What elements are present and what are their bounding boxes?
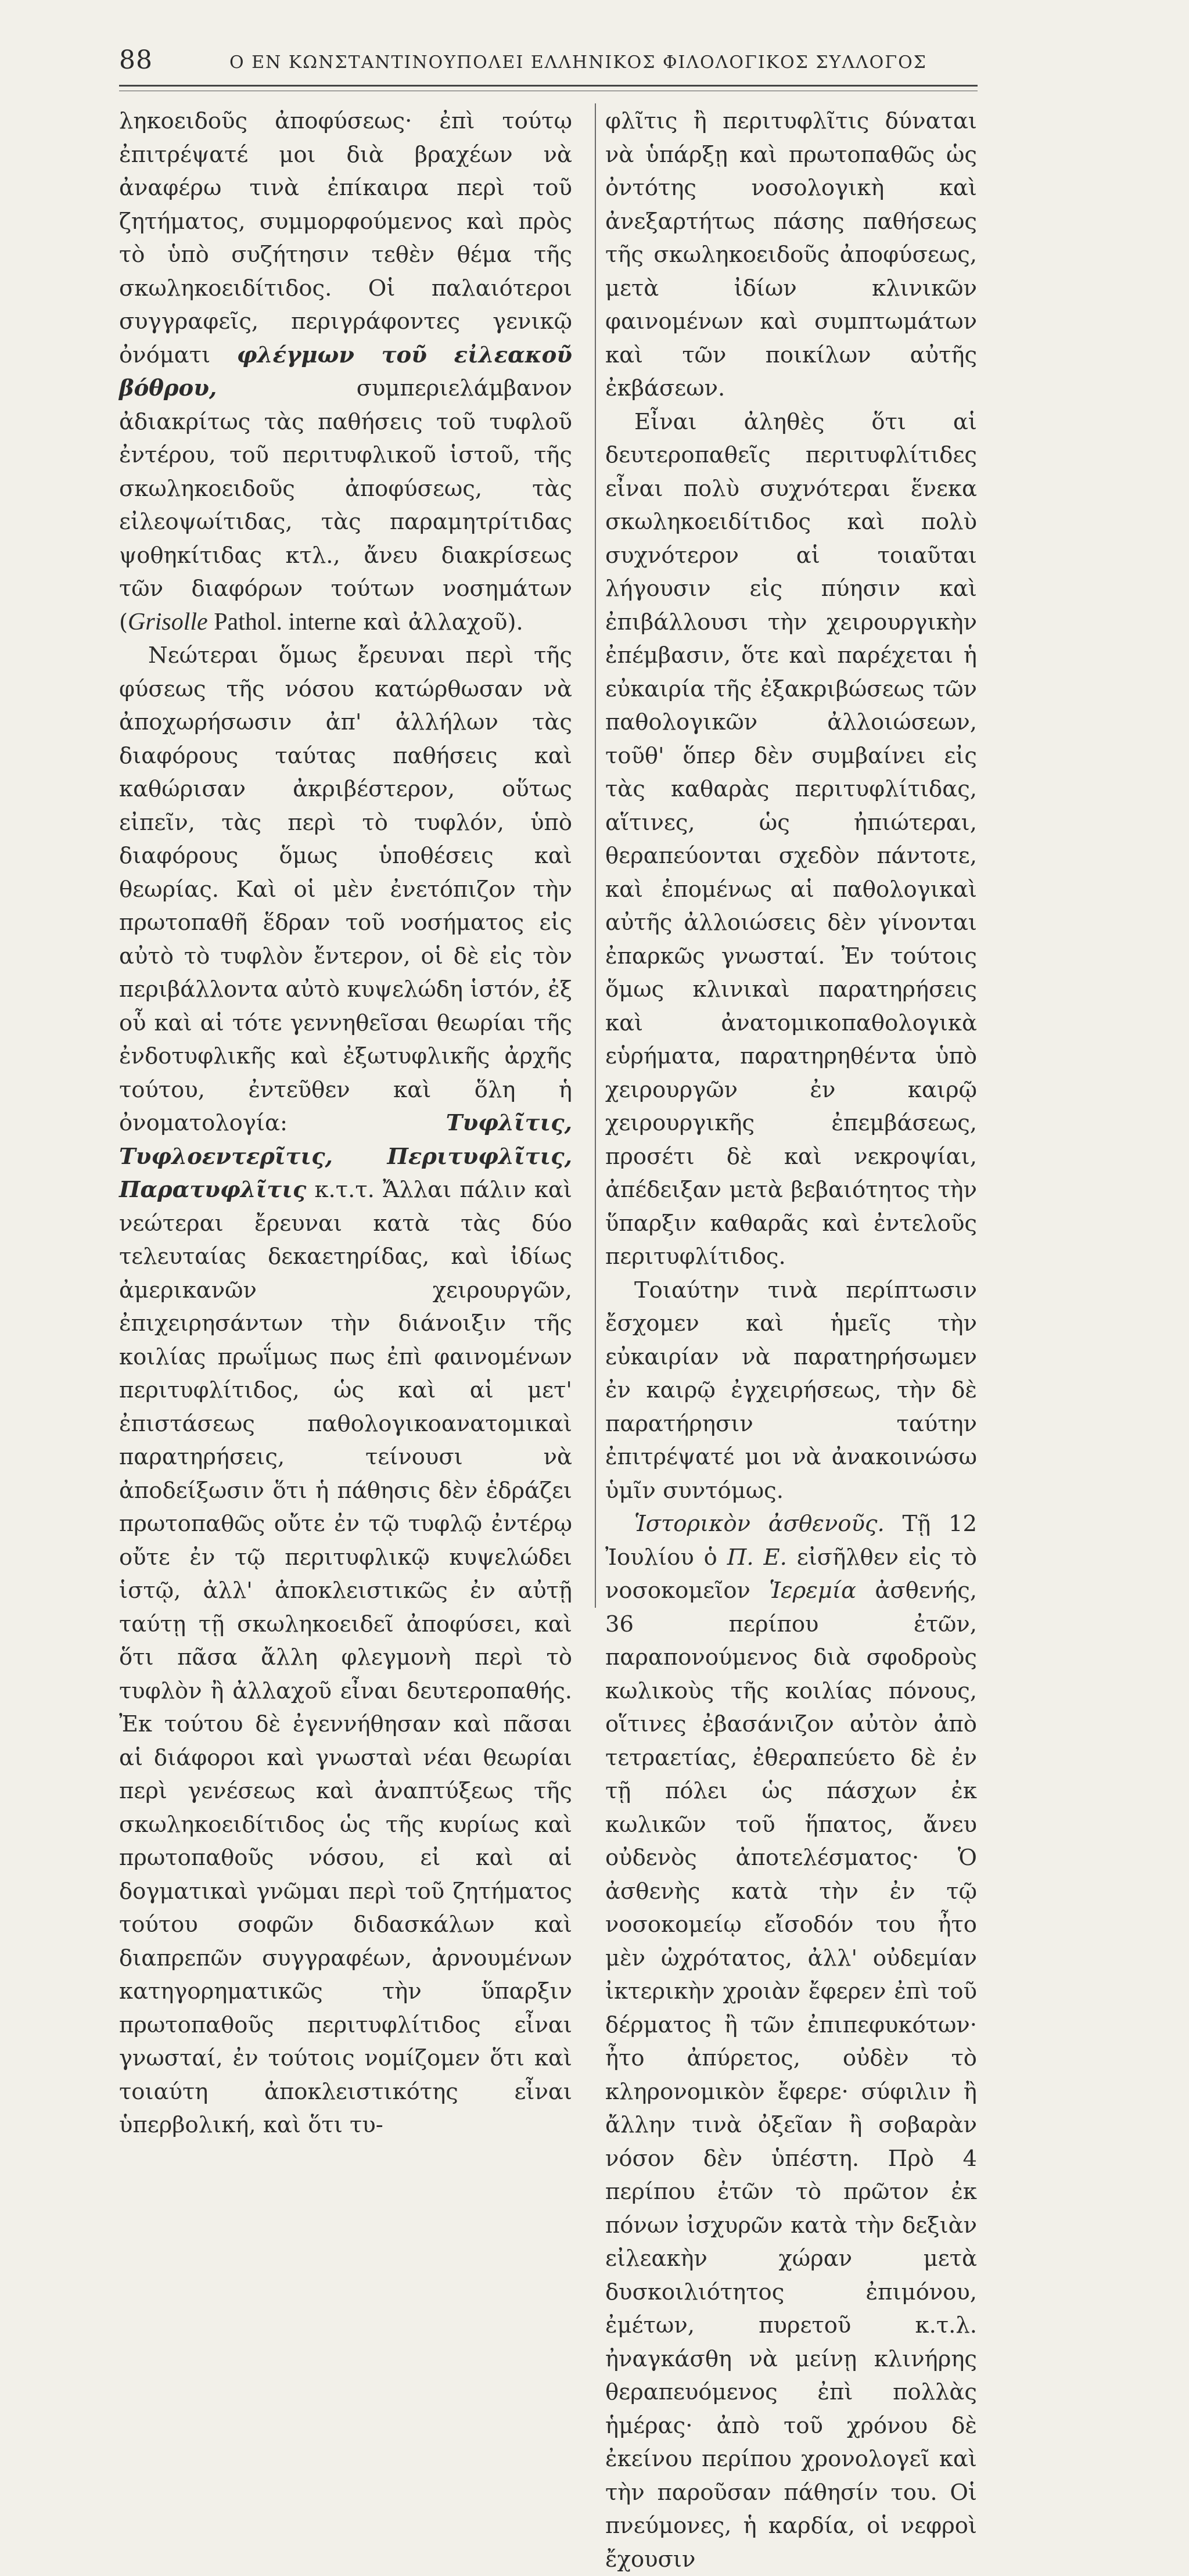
right-paragraph-3: Τοιαύτην τινὰ περίπτωσιν ἔσχομεν καὶ ἡμεῖς τὴν εὐκαιρίαν νὰ παρατηρήσωμεν ἐν καιρῷ ἐγχειρήσεως, τὴν δὲ παρατήρησιν ταύτην ἐπιτρέψατέ μοι νὰ ἀνακοινώσω ὑμῖν συντόμως. (605, 1277, 977, 1504)
patient-initials: Π. Ε. (727, 1544, 787, 1571)
text-run: κ.τ.τ. Ἄλλαι πάλιν καὶ νεώτεραι ἔρευναι κατὰ τὰς δύο τελευταίας δεκαετηρίδας, καὶ ἰδίως ἀμερικανῶν χειρουργῶν, ἐπιχειρησάντων τὴν διάνοιξιν τῆς κοιλίας πρωΐμως πως ἐπὶ φαινομένων περιτυφλίτιδος, ὡς καὶ αἱ μετ' ἐπιστάσεως παθολογικοανατομικαὶ παρατηρήσεις, τείνουσι νὰ ἀποδείξωσιν ὅτι ἡ πάθησις δὲν ἑδράζει πρωτοπαθῶς οὔτε ἐν τῷ τυφλῷ ἐντέρῳ οὔτε ἐν τῷ περιτυφλικῷ κυψελώδει ἱστῷ, ἀλλ' ἀποκλειστικῶς ἐν αὐτῇ ταύτῃ τῇ σκωληκοειδεῖ ἀποφύσει, καὶ ὅτι πᾶσα ἄλλη φλεγμονὴ περὶ τὸ τυφλὸν ἢ ἀλλαχοῦ εἶναι δευτεροπαθής. Ἐκ τούτου δὲ ἐγεννήθησαν καὶ πᾶσαι αἱ διάφοροι καὶ γνωσταὶ νέαι θεωρίαι περὶ γενέσεως καὶ ἀναπτύξεως τῆς σκωληκοειδίτιδος ὡς τῆς κυρίως καὶ πρωτοπαθοῦς νόσου, εἰ καὶ αἱ δογματικαὶ γνῶμαι περὶ τοῦ ζητήματος τούτου σοφῶν διδασκάλων καὶ διαπρεπῶν συγγραφέων, ἀρνουμένων κατηγορηματικῶς τὴν ὕπαρξιν πρωτοπαθοῦς περιτυφλίτιδος εἶναι γνωσταί, ἐν τούτοις νομίζομεν ὅτι καὶ τοιαύτη ἀποκλειστικότης εἶναι ὑπερβολική, καὶ ὅτι τυ- (119, 1177, 572, 2138)
running-title: Ο ΕΝ ΚΩΝΣΤΑΝΤΙΝΟΥΠΟΛΕΙ ΕΛΛΗΝΙΚΟΣ ΦΙΛΟΛΟΓΙΚΟΣ ΣΥΛΛΟΓΟΣ (229, 52, 927, 73)
column-divider (595, 103, 596, 1608)
citation-author: Grisolle (128, 608, 208, 635)
italic-term: φλέγμων τοῦ εἰλεακοῦ βόθρου, (119, 342, 572, 401)
text-run: Τῇ 12 Ἰουλίου ὁ (605, 1511, 977, 1571)
text-run: συμπεριελάμβανον ἀδιακρίτως τὰς παθήσεις τοῦ τυφλοῦ ἐντέρου, τοῦ περιτυφλικοῦ ἱστοῦ, τῆς σκωληκοειδοῦς ἀποφύσεως, τὰς εἰλεοψωίτιδας, τὰς παραμητρίτιδας ψοθηκίτιδας κτλ., ἄνευ διακρίσεως τῶν διαφόρων τούτων νοσημάτων ( (119, 375, 572, 635)
header-rule-thick (119, 85, 978, 87)
left-paragraph-1 (119, 105, 572, 639)
left-column (119, 105, 572, 2142)
page-header (119, 45, 979, 80)
right-column (605, 105, 977, 2576)
italic-terms: Τυφλῖτις, Τυφλοεντερῖτις, Περιτυφλῖτις, Παρατυφλῖτις (119, 1110, 572, 1203)
right-paragraph-1: φλῖτις ἢ περιτυφλῖτις δύναται νὰ ὑπάρξῃ καὶ πρωτοπαθῶς ὡς ὀντότης νοσολογικὴ καὶ ἀνεξαρτήτως πάσης παθήσεως τῆς σκωληκοειδοῦς ἀποφύσεως, μετὰ ἰδίων κλινικῶν φαινομένων καὶ συμπτωμάτων καὶ τῶν ποικίλων αὐτῆς ἐκβάσεων. (605, 108, 977, 401)
hospital-name: Ἱερεμία (769, 1578, 857, 1604)
text-run: εἰσῆλθεν εἰς τὸ νοσοκομεῖον (605, 1544, 977, 1604)
section-heading: Ἱστορικὸν ἀσθενοῦς. (634, 1511, 885, 1537)
text-run: ἀσθενής, 36 περίπου ἐτῶν, παραπονούμενος διὰ σφοδροὺς κωλικοὺς τῆς κοιλίας πόνους, οἵτινες ἐβασάνιζον αὐτὸν ἀπὸ τετραετίας, ἐθεραπεύετο δὲ ἐν τῇ πόλει ὡς πάσχων ἐκ κωλικῶν τοῦ ἥπατος, ἄνευ οὐδενὸς ἀποτελέσματος· Ὁ ἀσθενὴς κατὰ τὴν ἐν τῷ νοσοκομείῳ εἴσοδόν του ἦτο μὲν ὠχρότατος, ἀλλ' οὐδεμίαν ἰκτερικὴν χροιὰν ἔφερεν ἐπὶ τοῦ δέρματος ἢ τῶν ἐπιπεφυκότων· ἦτο ἀπύρετος, οὐδὲν τὸ κληρονομικὸν ἔφερε· σύφιλιν ἢ ἄλλην τινὰ ὀξεῖαν ἢ σοβαρὰν νόσον δὲν ὑπέστη. Πρὸ 4 περίπου ἐτῶν τὸ πρῶτον ἐκ πόνων ἰσχυρῶν κατὰ τὴν δεξιὰν εἰλεακὴν χώραν μετὰ δυσκοιλιότητος ἐπιμόνου, ἐμέτων, πυρετοῦ κ.τ.λ. ἠναγκάσθη νὰ μείνῃ κλινήρης θεραπευόμενος ἐπὶ πολλὰς ἡμέρας· ἀπὸ τοῦ χρόνου δὲ ἐκείνου περίπου χρονολογεῖ καὶ τὴν παροῦσαν πάθησίν του. Οἱ πνεύμονες, ἡ καρδία, οἱ νεφροὶ ἔχουσιν (605, 1578, 977, 2573)
page-number: 88 (119, 45, 153, 75)
citation-title: Pathol. interne (207, 608, 357, 635)
text-run: ληκοειδοῦς ἀποφύσεως· ἐπὶ τούτῳ ἐπιτρέψατέ μοι διὰ βραχέων νὰ ἀναφέρω τινὰ ἐπίκαιρα περὶ τοῦ ζητήματος, συμμορφούμενος καὶ πρὸς τὸ ὑπὸ συζήτησιν τεθὲν θέμα τῆς σκωληκοειδίτιδος. Οἱ παλαιότεροι συγγραφεῖς, περιγράφοντες γενικῷ ὀνόματι (119, 108, 572, 368)
right-paragraph-4 (605, 1507, 977, 2576)
right-paragraph-2: Εἶναι ἀληθὲς ὅτι αἱ δευτεροπαθεῖς περιτυφλίτιδες εἶναι πολὺ συχνότεραι ἕνεκα σκωληκοειδίτιδος καὶ πολὺ συχνότερον αἱ τοιαῦται λήγουσιν εἰς πύησιν καὶ ἐπιβάλλουσι τὴν χειρουργικὴν ἐπέμβασιν, ὅτε καὶ παρέχεται ἡ εὐκαιρία τῆς ἐξακριβώσεως τῶν παθολογικῶν ἀλλοιώσεων, τοῦθ' ὅπερ δὲν συμβαίνει εἰς τὰς καθαρὰς περιτυφλίτιδας, αἵτινες, ὡς ἠπιώτεραι, θεραπεύονται σχεδὸν πάντοτε, καὶ ἐπομένως αἱ παθολογικαὶ αὐτῆς ἀλλοιώσεις δὲν γίνονται ἐπαρκῶς γνωσταί. Ἐν τούτοις ὅμως κλινικαὶ παρατηρήσεις καὶ ἀνατομικοπαθολογικὰ εὑρήματα, παρατηρηθέντα ὑπὸ χειρουργῶν ἐν καιρῷ χειρουργικῆς ἐπεμβάσεως, προσέτι δὲ καὶ νεκροψίαι, ἀπέδειξαν μετὰ βεβαιότητος τὴν ὕπαρξιν καθαρᾶς καὶ ἐντελοῦς περιτυφλίτιδος. (605, 408, 977, 1270)
text-run: καὶ ἀλλαχοῦ). (356, 609, 523, 635)
left-paragraph-2 (119, 639, 572, 2142)
text-run: Νεώτεραι ὅμως ἔρευναι περὶ τῆς φύσεως τῆς νόσου κατώρθωσαν νὰ ἀποχωρήσωσιν ἀπ' ἀλλήλων τὰς διαφόρους ταύτας παθήσεις καὶ καθώρισαν ἀκριβέστερον, οὕτως εἰπεῖν, τὰς περὶ τὸ τυφλόν, ὑπὸ διαφόρους ὅμως ὑποθέσεις καὶ θεωρίας. Καὶ οἱ μὲν ἐνετόπιζον τὴν πρωτοπαθῆ ἕδραν τοῦ νοσήματος εἰς αὐτὸ τὸ τυφλὸν ἔντερον, οἱ δὲ εἰς τὸν περιβάλλοντα αὐτὸ κυψελώδη ἱστόν, ἐξ οὗ καὶ αἱ τότε γεννηθεῖσαι θεωρίαι τῆς ἐνδοτυφλικῆς καὶ ἐξωτυφλικῆς ἀρχῆς τούτου, ἐντεῦθεν καὶ ὅλη ἡ ὀνοματολογία: (119, 642, 572, 1136)
